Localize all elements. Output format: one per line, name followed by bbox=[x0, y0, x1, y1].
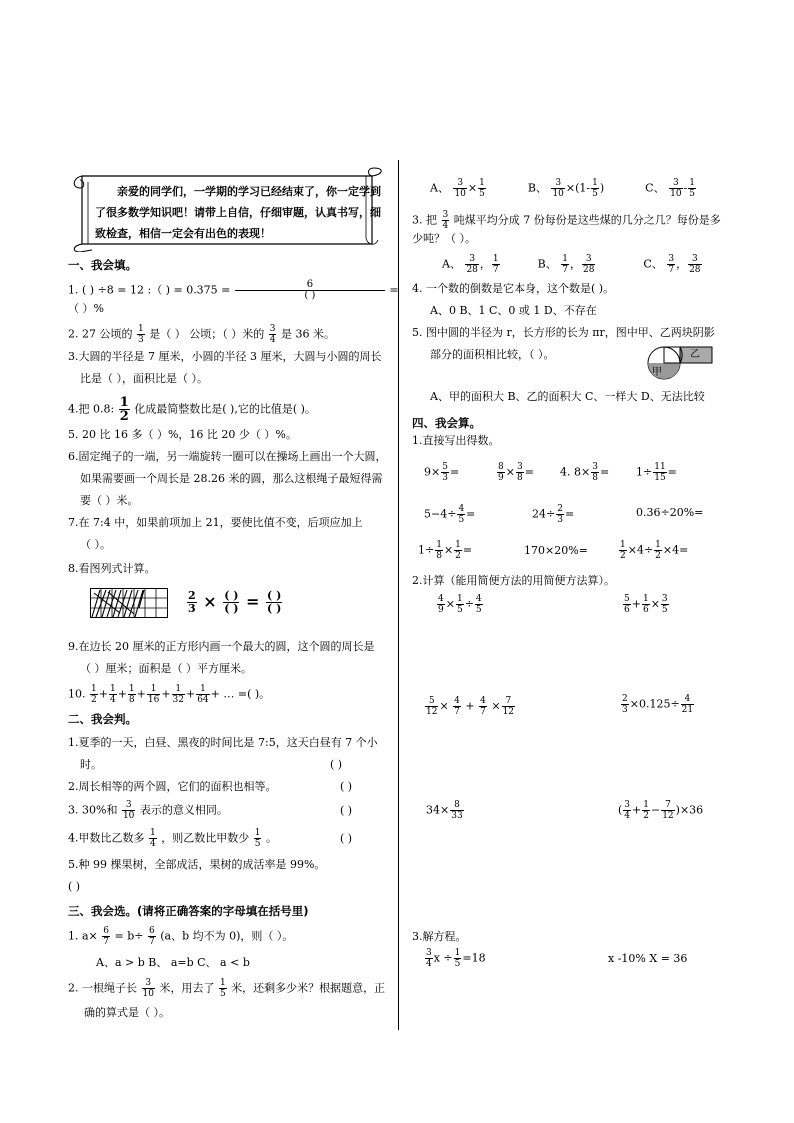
a: 3. 把 bbox=[412, 213, 437, 227]
d: ( ) bbox=[224, 602, 239, 615]
s1-q8: 8.看图列式计算。 bbox=[68, 562, 156, 575]
s3-q2-d: 确的算式是（ ）。 bbox=[84, 1006, 170, 1019]
section-3-title: 三、我会选。(请将正确答案的字母填在括号里) bbox=[68, 904, 309, 918]
expr-3: $\frac{5}{12}$ × $\frac{4}{7}$ + $\frac{4}{7}$ × $\frac{7}{12}$ bbox=[426, 696, 515, 717]
frac bbox=[122, 800, 135, 821]
n: 1 bbox=[138, 324, 144, 334]
s1-q2-c: 是 36 米。 bbox=[280, 327, 335, 341]
d: ( ) bbox=[267, 602, 282, 615]
s2-q3-paren: ( ) bbox=[340, 804, 353, 817]
s1-q1-den: ( ) bbox=[304, 290, 316, 301]
f bbox=[669, 178, 682, 199]
d: 10 bbox=[670, 189, 682, 199]
s1-q2-frac1 bbox=[137, 324, 145, 345]
s3-q3 bbox=[412, 210, 721, 231]
s3-q5a: 5. 图中圆的半径为 r，长方形的长为 πr，图中甲、乙两块阴影 bbox=[412, 326, 715, 339]
expr-5: 34× $\frac{8}{33}$ bbox=[426, 800, 463, 821]
section-4-title: 四、我会算。 bbox=[412, 416, 481, 430]
n: 3 bbox=[465, 254, 478, 265]
n: 1 bbox=[119, 395, 129, 410]
d: 7 bbox=[103, 937, 110, 947]
calc-3: 4. 8× $\frac{3}{8}$ = bbox=[560, 462, 610, 483]
s2-q2-paren: ( ) bbox=[340, 780, 353, 793]
b: ，则乙数比甲数少 bbox=[161, 831, 250, 845]
n: 3 bbox=[453, 178, 466, 189]
intro-text: 亲爱的同学们，一学期的学习已经结束了，你一定学到了很多数学知识吧！请带上自信，仔细审题，认真书写，细致检查，相信一定会有出色的表现！ bbox=[95, 185, 381, 240]
n: 1 bbox=[562, 254, 568, 264]
s2-q1b: 时。 bbox=[80, 758, 102, 771]
d: 28 bbox=[582, 265, 595, 275]
s4-p2: 2.计算（能用简便方法的用简便方法算）。 bbox=[412, 574, 615, 587]
opt-b: B、 bbox=[527, 181, 547, 195]
n: ( ) bbox=[224, 589, 239, 602]
s1-q9b: （ ）厘米；面积是（ ）平方厘米。 bbox=[80, 662, 252, 675]
n: 6 bbox=[149, 926, 155, 936]
s1-q2-frac2 bbox=[269, 324, 277, 345]
s3-q4-options: A、0 B、1 C、0 或 1 D、不存在 bbox=[430, 304, 597, 317]
q10-fraction bbox=[172, 684, 185, 705]
plus-sign: + bbox=[117, 687, 127, 701]
s1-q3b: 比是（ ），面积比是（ ）。 bbox=[80, 372, 208, 385]
expr-4: $\frac{2}{3}$ ×0.125÷ $\frac{4}{21}$ bbox=[622, 694, 694, 715]
a: 4.甲数比乙数多 bbox=[68, 831, 145, 845]
calc-7: 0.36÷20%= bbox=[636, 506, 704, 519]
section-1-title: 一、我会填。 bbox=[68, 258, 137, 272]
s2-q4 bbox=[68, 828, 277, 849]
d: 2 bbox=[91, 695, 97, 705]
q10-fraction bbox=[128, 684, 136, 705]
frac1 bbox=[149, 828, 157, 849]
b: 表示的意义相同。 bbox=[139, 803, 228, 817]
d: 10 bbox=[142, 989, 154, 999]
s1-q8-frac2 bbox=[223, 590, 239, 615]
section-2-title: 二、我会判。 bbox=[68, 712, 137, 726]
f bbox=[492, 254, 500, 275]
d: 28 bbox=[466, 265, 478, 275]
n: ( ) bbox=[267, 589, 282, 602]
opt-c: C、 bbox=[645, 181, 665, 195]
s1-q4 bbox=[68, 396, 316, 423]
s1-q1-text: 1. ( ) ÷8 = 12 :（ ) = 0.375 = bbox=[68, 283, 231, 297]
d: 10 bbox=[552, 189, 564, 199]
n: 1 bbox=[91, 684, 97, 694]
s3-q5-options: A、甲的面积大 B、乙的面积大 C、一样大 D、无法比较 bbox=[430, 390, 705, 403]
f bbox=[453, 178, 466, 199]
a: 2. 一根绳子长 bbox=[68, 981, 137, 995]
opt-a: A、 bbox=[442, 257, 461, 271]
s3-q2-options: A、 $\frac{3}{10}$ × $\frac{1}{5}$ B、 $\frac{3}{10}$ ×(1- $\frac{1}{5}$ ) C、 $\frac{3}{10}$ - $\frac{1}{5}$ bbox=[430, 178, 695, 199]
n: 1 bbox=[492, 254, 499, 264]
d: 4 bbox=[442, 221, 449, 231]
jia-label: 甲 bbox=[652, 367, 662, 378]
q10-fraction bbox=[90, 684, 98, 705]
n: 3 bbox=[551, 178, 564, 189]
s3-q3-c: 少吨？（ ）。 bbox=[412, 232, 476, 245]
f bbox=[561, 254, 569, 275]
calc-6: 24÷ $\frac{2}{3}$ = bbox=[532, 504, 575, 525]
plus-sign: + bbox=[185, 687, 196, 701]
n: 3 bbox=[582, 254, 595, 265]
s1-q8-frac3 bbox=[266, 590, 282, 615]
n: 1 bbox=[150, 828, 156, 838]
s1-q5: 5. 20 比 16 多（ ）%，16 比 20 少（ ）%。 bbox=[68, 428, 297, 441]
calc-8: 1÷ $\frac{1}{8}$ × $\frac{1}{2}$ = bbox=[418, 540, 473, 561]
d: 28 bbox=[689, 265, 701, 275]
s1-q1 bbox=[68, 280, 399, 301]
f bbox=[591, 178, 599, 199]
n: 6 bbox=[103, 926, 110, 936]
s1-q4-frac bbox=[119, 396, 130, 423]
s3-q3-options: A、 $\frac{3}{28}$ ， $\frac{1}{7}$ B、 $\frac{1}{7}$ ， $\frac{3}{28}$ C、 $\frac{3}{7}$ ， $\frac{3}{28}$ bbox=[442, 254, 701, 275]
q10-fraction bbox=[196, 684, 209, 705]
n: 1 bbox=[592, 178, 598, 188]
n: 1 bbox=[689, 178, 695, 188]
plus-sign: + bbox=[98, 687, 108, 701]
f bbox=[667, 254, 675, 275]
s1-q1-fraction bbox=[235, 280, 385, 301]
s1-q7b: （ ）。 bbox=[80, 538, 111, 551]
calc-9: 170×20%= bbox=[524, 544, 588, 557]
times-sign: × bbox=[203, 592, 217, 611]
f bbox=[478, 178, 486, 199]
f bbox=[465, 254, 478, 275]
d: 10 bbox=[122, 811, 135, 821]
d: 5 bbox=[254, 839, 261, 849]
n: 3 bbox=[122, 800, 135, 811]
yi-label: 乙 bbox=[690, 349, 700, 360]
calc-2: $\frac{8}{9}$ × $\frac{3}{8}$ = bbox=[498, 462, 534, 483]
s1-q6c: 要（ ）米。 bbox=[80, 494, 139, 507]
b: 米，用去了 bbox=[159, 981, 215, 995]
expr-2: $\frac{5}{6}$ + $\frac{1}{6}$ × $\frac{3}{5}$ bbox=[624, 594, 668, 615]
s1-q10-label: 10. bbox=[68, 687, 86, 701]
s3-q1 bbox=[68, 926, 293, 947]
hatched-grid-figure-icon bbox=[90, 588, 168, 618]
s1-q3a: 3.大圆的半径是 7 厘米，小圆的半径 3 厘米，大圆与小圆的周长 bbox=[68, 350, 382, 363]
s4-p3: 3.解方程。 bbox=[412, 930, 467, 943]
s1-q1-num: 6 bbox=[235, 280, 385, 291]
s1-q1-percent: （ ）% bbox=[68, 302, 104, 315]
s1-q2-a: 2. 27 公顷的 bbox=[68, 327, 133, 341]
a: 1. a× bbox=[68, 929, 98, 943]
q10-tail: + … =( )。 bbox=[210, 687, 271, 701]
n: 1 bbox=[128, 684, 135, 694]
d: 3 bbox=[188, 602, 196, 615]
s3-q1-options: A、a > b B、 a=b C、 a < b bbox=[96, 956, 250, 969]
s1-q8-equation bbox=[186, 590, 283, 615]
frac2 bbox=[148, 926, 156, 947]
c: 米，还剩多少米？根据题意，正 bbox=[231, 981, 386, 995]
s1-q4-a: 4.把 0.8: bbox=[68, 402, 115, 416]
n: 1 bbox=[109, 684, 116, 694]
f bbox=[688, 178, 696, 199]
d: 8 bbox=[128, 695, 135, 705]
d: 4 bbox=[269, 335, 276, 345]
d: 3 bbox=[138, 335, 144, 345]
plus-sign: + bbox=[161, 687, 171, 701]
frac2 bbox=[254, 828, 262, 849]
n: 1 bbox=[196, 684, 209, 695]
n: 1 bbox=[147, 684, 160, 695]
s1-q2 bbox=[68, 324, 335, 345]
f bbox=[582, 254, 595, 275]
s1-q10 bbox=[68, 684, 270, 705]
c: (a、b 均不为 0)，则（ ）。 bbox=[160, 929, 294, 943]
calc-5: 5−4÷ $\frac{4}{5}$ = bbox=[424, 504, 476, 525]
s4-p1: 1.直接写出得数。 bbox=[412, 434, 500, 447]
n: 3 bbox=[269, 324, 276, 334]
expr-1: $\frac{4}{9}$ × $\frac{1}{5}$ ÷ $\frac{4}{5}$ bbox=[438, 594, 482, 615]
d: 4 bbox=[150, 839, 156, 849]
frac1 bbox=[142, 978, 155, 999]
equation-1: $\frac{3}{4}$ x ÷ $\frac{1}{5}$ =18 bbox=[426, 948, 486, 969]
n: 1 bbox=[479, 178, 485, 188]
d: 5 bbox=[479, 189, 485, 199]
d: 5 bbox=[689, 189, 695, 199]
s2-q2: 2.周长相等的两个圆，它们的面积也相等。 bbox=[68, 780, 277, 793]
equals-sign: = bbox=[246, 592, 260, 611]
frac1 bbox=[102, 926, 110, 947]
d: 64 bbox=[197, 695, 209, 705]
s2-q5: 5.种 99 棵果树，全部成活，果树的成活率是 99%。 bbox=[68, 858, 326, 871]
n: 1 bbox=[219, 978, 226, 988]
d: 16 bbox=[147, 695, 160, 705]
n: 3 bbox=[142, 978, 155, 989]
d: 7 bbox=[492, 265, 499, 275]
s2-q1-paren: ( ) bbox=[330, 758, 343, 771]
s1-q2-b: 是（ ） 公顷；（ ）米的 bbox=[149, 327, 265, 341]
s1-q6a: 6.固定绳子的一端，另一端旋转一圈可以在操场上画出一个大圆， bbox=[68, 450, 387, 463]
n: 3 bbox=[688, 254, 701, 265]
s2-q5-paren: ( ) bbox=[68, 880, 81, 893]
f bbox=[688, 254, 701, 275]
expr-6: ( $\frac{3}{4}$ + $\frac{1}{2}$ − $\frac{7}{12}$ )×36 bbox=[618, 800, 704, 821]
b: 吨煤平均分成 7 份每份是这些煤的几分之几？每份是多 bbox=[453, 213, 721, 227]
s1-q7a: 7.在 7:4 中，如果前项加上 21，要使比值不变，后项应加上 bbox=[68, 516, 363, 529]
opt-a: A、 bbox=[430, 181, 449, 195]
plus-sign: + bbox=[136, 687, 146, 701]
calc-10: $\frac{1}{2}$ ×4÷ $\frac{1}{2}$ ×4= bbox=[620, 540, 689, 561]
s3-q2 bbox=[68, 978, 385, 999]
d: 4 bbox=[109, 695, 116, 705]
equation-2: x -10% X = 36 bbox=[608, 952, 688, 965]
q10-fraction bbox=[147, 684, 160, 705]
frac2 bbox=[219, 978, 227, 999]
s2-q3 bbox=[68, 800, 228, 821]
n: 2 bbox=[188, 589, 196, 602]
d: 10 bbox=[454, 189, 466, 199]
d: 7 bbox=[668, 265, 675, 275]
s3-q4: 4. 一个数的倒数是它本身，这个数是( )。 bbox=[412, 282, 615, 295]
f bbox=[442, 210, 450, 231]
b: = b÷ bbox=[114, 929, 144, 943]
opt-c: C、 bbox=[643, 257, 663, 271]
d: 5 bbox=[592, 189, 598, 199]
calc-4: 1÷ $\frac{11}{15}$ = bbox=[636, 462, 677, 483]
opt-b: B、 bbox=[537, 257, 557, 271]
calc-1: 9× $\frac{5}{3}$ = bbox=[424, 462, 460, 483]
s1-q1-eq: = bbox=[389, 283, 399, 297]
s3-q5b: 部分的面积相比较，（ ）。 bbox=[430, 348, 555, 361]
f bbox=[551, 178, 564, 199]
n: 1 bbox=[172, 684, 185, 695]
d: 7 bbox=[149, 937, 155, 947]
n: 3 bbox=[669, 178, 682, 189]
s2-q1a: 1.夏季的一天，白昼、黑夜的时间比是 7:5，这天白昼有 7 个小 bbox=[68, 736, 378, 749]
s1-q8-frac1 bbox=[187, 590, 197, 615]
c: 。 bbox=[265, 831, 277, 845]
s1-q9a: 9.在边长 20 厘米的正方形内画一个最大的圆，这个圆的周长是 bbox=[68, 640, 375, 653]
s1-q4-b: 化成最简整数比是( ),它的比值是( )。 bbox=[134, 402, 316, 416]
n: 1 bbox=[254, 828, 261, 838]
d: 5 bbox=[219, 989, 226, 999]
d: 32 bbox=[172, 695, 184, 705]
d: 7 bbox=[562, 265, 568, 275]
n: 3 bbox=[668, 254, 675, 264]
q10-fraction bbox=[109, 684, 117, 705]
n: 3 bbox=[442, 210, 449, 220]
s1-q6b: 如果需要画一个周长是 28.26 米的圆，那么这根绳子最短得需 bbox=[80, 472, 383, 485]
d: 2 bbox=[119, 409, 129, 424]
s2-q4-paren: ( ) bbox=[340, 832, 353, 845]
a: 3. 30%和 bbox=[68, 803, 118, 817]
